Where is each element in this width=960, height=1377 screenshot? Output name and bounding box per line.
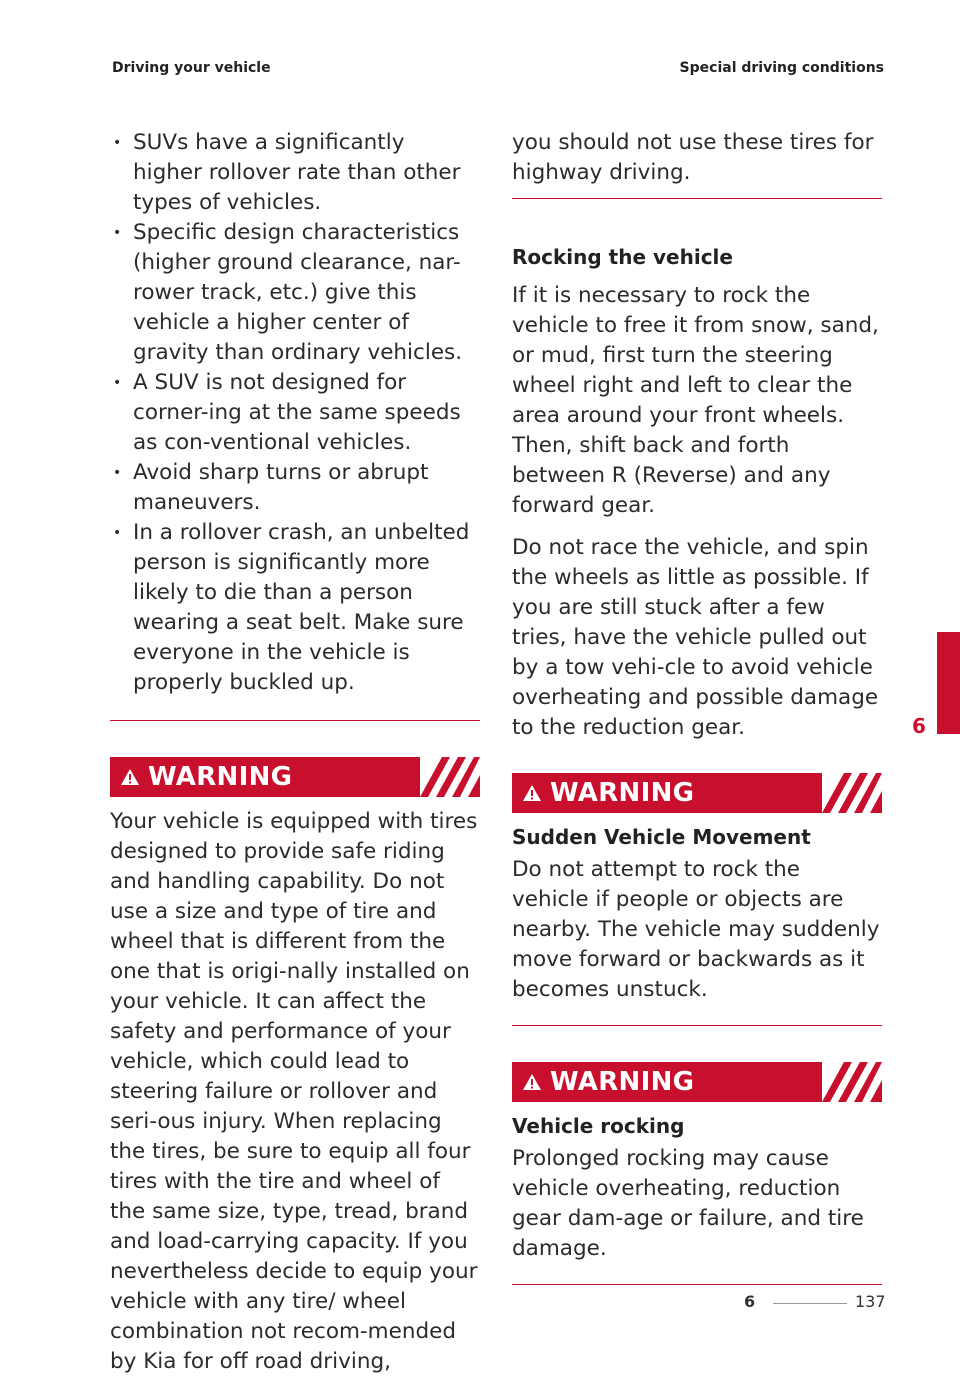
warning-body-text: Prolonged rocking may cause vehicle overheating, reduction gear dam-age or failure, and tire damage.	[512, 1146, 864, 1261]
section-divider	[512, 1284, 882, 1285]
section-divider	[110, 720, 480, 721]
rocking-paragraph-2: Do not race the vehicle, and spin the wheels as little as possible. If you are still stuck after a few tries, have the vehicle pulled out by a tow vehi-cle to avoid vehicle overheating and possible damage to the reduction gear.	[512, 535, 879, 740]
section-divider	[512, 1025, 882, 1026]
warning-banner	[110, 757, 480, 797]
warning-triangle-icon	[522, 1073, 542, 1091]
warning-triangle-icon	[120, 768, 140, 786]
right-column	[512, 128, 882, 1285]
diagonal-stripes-icon	[822, 1062, 882, 1102]
left-column	[110, 128, 480, 1377]
warning-label: WARNING	[550, 778, 695, 808]
footer-divider	[773, 1303, 847, 1304]
rollover-bullet-list	[110, 128, 480, 698]
warning-body-text: Your vehicle is equipped with tires designed to provide safe riding and handling capability. Do not use a size and type of tire and wheel that is different from the one that is origi-nally installed on your vehicle. It can affect the safety and performance of your vehicle, which could lead to steering failure or rollover and seri-ous injury. When replacing the tires, be sure to equip all four tires with the tire and wheel of the same size, type, tread, brand and load-carrying capacity. If you nevertheless decide to equip your vehicle with any tire/ wheel combination not recom-mended by Kia for off road driving,	[110, 809, 478, 1374]
page-number: 137	[855, 1292, 886, 1311]
list-item: • A SUV is not designed for corner-ing at the same speeds as con-ventional vehicles.	[110, 368, 480, 458]
rocking-heading: Rocking the vehicle	[512, 245, 733, 269]
footer-chapter-number: 6	[744, 1292, 756, 1311]
warning-subtitle: Sudden Vehicle Movement	[512, 825, 811, 849]
diagonal-stripes-icon	[822, 773, 882, 813]
list-item: • SUVs have a significantly higher rollover rate than other types of vehicles.	[110, 128, 480, 218]
list-item: • In a rollover crash, an unbelted person is significantly more likely to die than a person wearing a seat belt. Make sure everyone in the vehicle is properly buckled up.	[110, 518, 480, 698]
diagonal-stripes-icon	[420, 757, 480, 797]
warning-banner	[512, 773, 882, 813]
section-divider	[512, 198, 882, 199]
header-subsection-title: Special driving conditions	[679, 60, 884, 76]
rocking-paragraph-1: If it is necessary to rock the vehicle to free it from snow, sand, or mud, first turn the steering wheel right and left to clear the area around your front wheels. Then, shift back and forth between R (Reverse) and any forward gear.	[512, 283, 879, 518]
chapter-tab	[937, 632, 960, 734]
warning-subtitle: Vehicle rocking	[512, 1114, 685, 1138]
list-item: • Specific design characteristics (higher ground clearance, nar-rower track, etc.) give this vehicle a higher center of gravity than ordinary vehicles.	[110, 218, 480, 368]
continued-paragraph: you should not use these tires for highway driving.	[512, 130, 874, 185]
chapter-tab-number: 6	[912, 714, 926, 738]
warning-label: WARNING	[148, 762, 293, 792]
warning-triangle-icon	[522, 784, 542, 802]
warning-label: WARNING	[550, 1067, 695, 1097]
warning-body-text: Do not attempt to rock the vehicle if people or objects are nearby. The vehicle may suddenly move forward or backwards as it becomes unstuck.	[512, 857, 880, 1002]
header-section-title: Driving your vehicle	[112, 60, 271, 76]
warning-banner	[512, 1062, 882, 1102]
list-item: • Avoid sharp turns or abrupt maneuvers.	[110, 458, 480, 518]
